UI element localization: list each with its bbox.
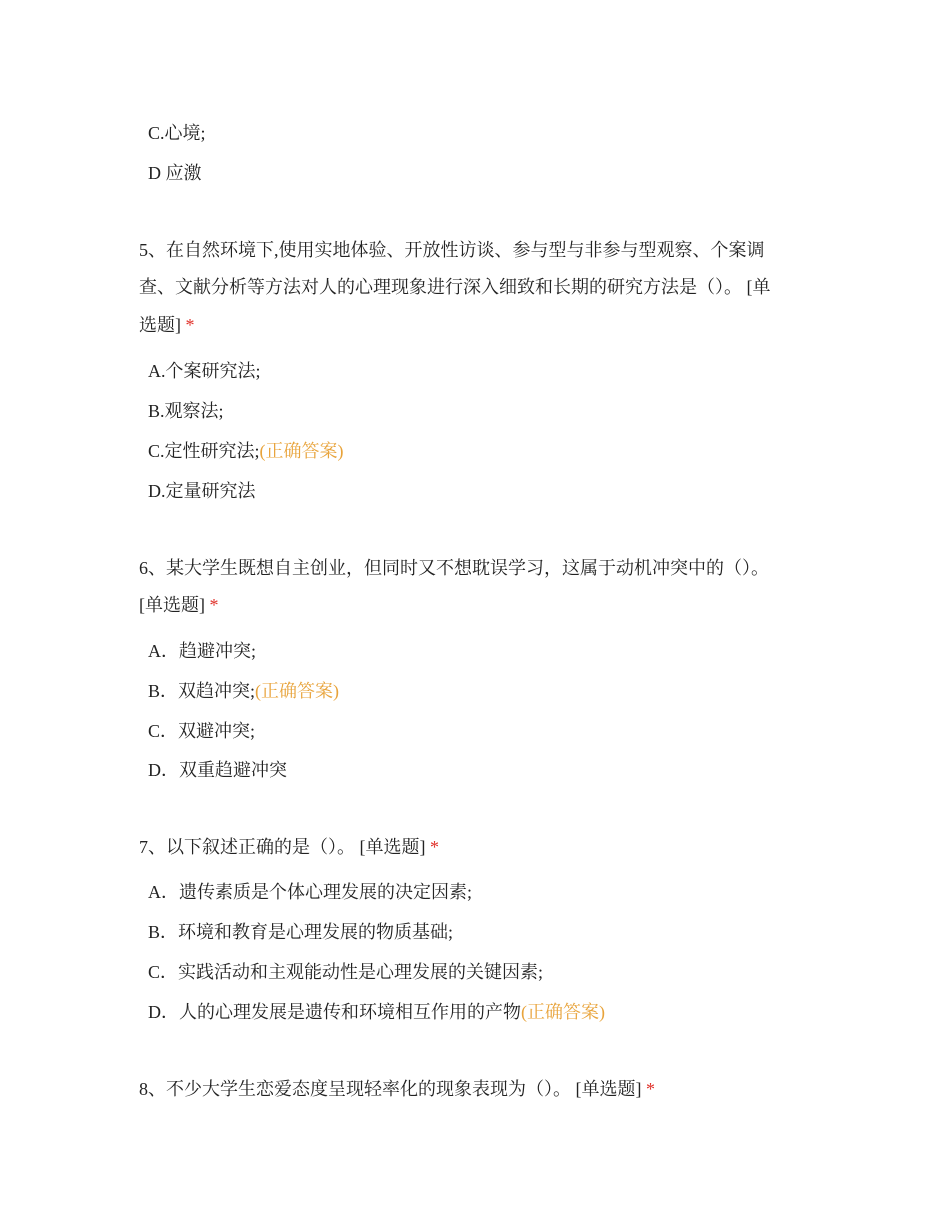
required-mark: *	[185, 315, 195, 335]
q6-option-a: A．趋避冲突;	[148, 641, 256, 661]
q4-option-c: C.心境;	[148, 123, 206, 143]
q4-option-d: D 应激	[148, 163, 202, 183]
required-mark: *	[209, 595, 219, 615]
q5-text-line-1: 5、在自然环境下,使用实地体验、开放性访谈、参与型与非参与型观察、个案调	[139, 240, 765, 260]
q6-option-b: B．双趋冲突;(正确答案)	[148, 681, 340, 701]
q5-option-a: A.个案研究法;	[148, 361, 261, 381]
q7-option-d: D．人的心理发展是遗传和环境相互作用的产物(正确答案)	[148, 1002, 605, 1022]
required-mark: *	[646, 1079, 655, 1099]
q7-option-b: B．环境和教育是心理发展的物质基础;	[148, 922, 454, 942]
q6-text-line-1: 6、某大学生既想自主创业，但同时又不想耽误学习，这属于动机冲突中的（）。	[139, 558, 769, 578]
q8-text-line-1: 8、不少大学生恋爱态度呈现轻率化的现象表现为（）。 [单选题] *	[139, 1079, 655, 1099]
q7-option-c: C．实践活动和主观能动性是心理发展的关键因素;	[148, 962, 544, 982]
required-mark: *	[430, 837, 439, 857]
q5-option-d: D.定量研究法	[148, 481, 256, 501]
q6-option-d: D．双重趋避冲突	[148, 760, 287, 780]
correct-answer-mark: (正确答案)	[521, 1002, 605, 1022]
correct-answer-mark: (正确答案)	[255, 681, 340, 701]
q6-text-line-2: [单选题] *	[139, 595, 219, 615]
q5-text-line-3: 选题] *	[139, 315, 195, 335]
q6-option-c: C．双避冲突;	[148, 721, 256, 741]
q7-option-a: A．遗传素质是个体心理发展的决定因素;	[148, 882, 472, 902]
correct-answer-mark: (正确答案)	[259, 441, 344, 461]
q7-text-line-1: 7、以下叙述正确的是（）。 [单选题] *	[139, 837, 439, 857]
q5-option-b: B.观察法;	[148, 401, 224, 421]
q5-text-line-2: 查、文献分析等方法对人的心理现象进行深入细致和长期的研究方法是（）。 [单	[139, 277, 771, 297]
q5-option-c: C.定性研究法;(正确答案)	[148, 441, 344, 461]
